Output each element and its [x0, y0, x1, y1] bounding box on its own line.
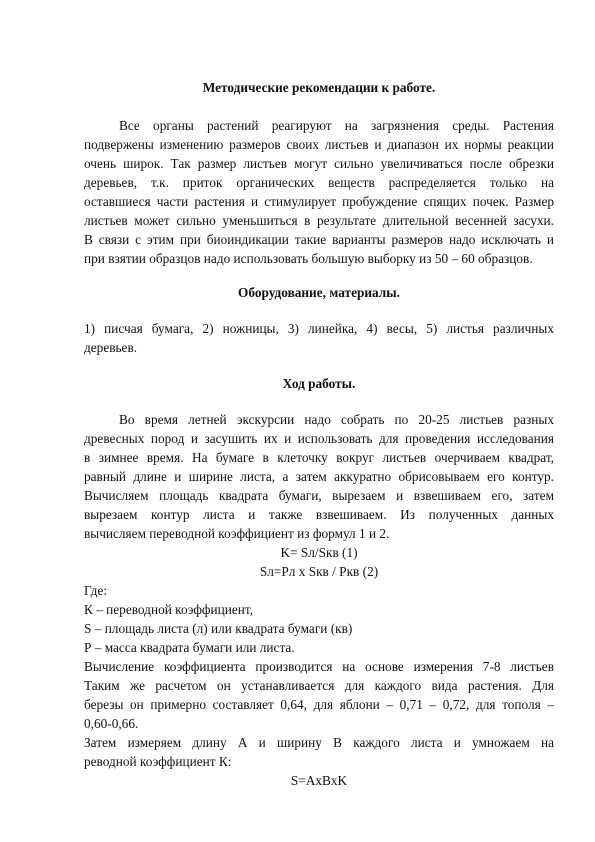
procedure-line: Вычисляем площадь квадрата бумаги, вырезаем и взвешиваем его, затем: [84, 488, 554, 503]
calc-line: Таким же расчетом он устанавливается для каждого вида растения. Для: [84, 678, 554, 693]
procedure-line: вырезаем контур листа и также взвешиваем. Из полученных данных: [84, 507, 554, 522]
procedure-line: в зимнее время. На бумаге в клеточку вокруг листьев очерчиваем квадрат,: [84, 450, 554, 465]
procedure-line: древесных пород и засушить их и использовать для проведения исследования: [84, 431, 554, 446]
equipment-line: 1) писчая бумага, 2) ножницы, 3) линейка, 4) весы, 5) листья различных: [84, 321, 554, 336]
intro-line: оставшиеся части растения и стимулирует пробуждение спящих почек. Размер: [84, 194, 554, 209]
where-label: Где:: [84, 583, 108, 598]
formula-1: K= Sл/Sкв (1): [280, 545, 358, 560]
calc-line: 0,60-0,66.: [84, 716, 139, 731]
calc-line: березы он примерно составляет 0,64, для яблони – 0,71 – 0,72, для тополя –: [84, 697, 554, 712]
intro-line: деревьев, т.к. приток органических веществ распределяется только на: [84, 175, 554, 190]
formula-2: Sл=Pл x Sкв / Pкв (2): [259, 564, 379, 579]
equipment-heading: Оборудование, материалы.: [238, 285, 400, 300]
definition-line: Р – масса квадрата бумаги или листа.: [84, 640, 295, 655]
intro-line: при взятии образцов надо использовать большую выборку из 50 – 60 образцов.: [84, 251, 533, 266]
calc-line: Вычисление коэффициента производится на основе измерения 7-8 листьев: [84, 659, 554, 674]
formula-3: S=AxBxK: [290, 773, 348, 788]
definition-line: S – площадь листа (л) или квадрата бумаги (кв): [84, 621, 353, 636]
intro-line: В связи с этим при биоиндикации такие варианты размеров надо исключать и: [84, 232, 554, 247]
measure-line: Затем измеряем длину А и ширину В каждого листа и умножаем на: [84, 735, 554, 750]
definition-line: К – переводной коэффициент,: [84, 602, 254, 617]
procedure-line: вычисляем переводной коэффициент из формул 1 и 2.: [84, 526, 390, 541]
intro-line: листьев может сильно уменьшиться в результате длительной весенней засухи.: [84, 213, 554, 228]
procedure-heading: Ход работы.: [282, 376, 356, 391]
procedure-line: Во время летней экскурсии надо собрать по 20-25 листьев разных: [119, 412, 554, 427]
intro-line: очень широк. Так размер листьев могут сильно увеличиваться после обрезки: [84, 156, 554, 171]
intro-line: Все органы растений реагируют на загрязнения среды. Растения: [119, 118, 554, 133]
intro-line: подвержены изменению размеров своих листьев и диапазон их нормы реакции: [84, 137, 554, 152]
page-title: Методические рекомендации к работе.: [202, 80, 436, 95]
measure-line: реводной коэффициент К:: [84, 754, 232, 769]
procedure-line: равный длине и ширине листа, а затем аккуратно обрисовываем его контур.: [84, 469, 554, 484]
equipment-line: деревьев.: [84, 340, 138, 355]
